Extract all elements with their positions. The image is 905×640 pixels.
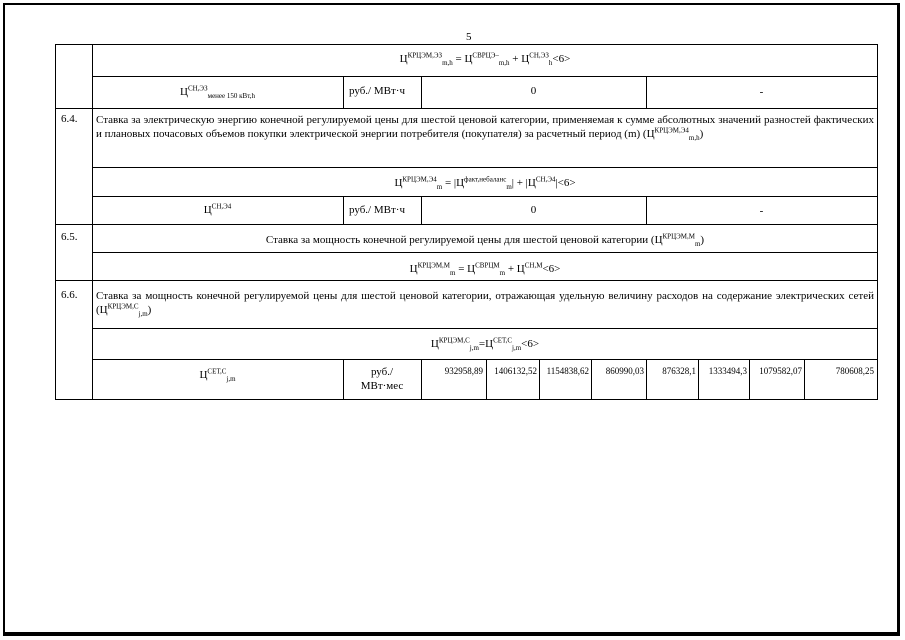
value-cell: 1406132,52 xyxy=(494,366,537,376)
row-6-6-text: Ставка за мощность конечной регулируемой цены для шестой ценовой категории, отражающая удельную величину расходов на содержание электрических сетей $(Ц^{КРЦЭМ,С}_{j,m})$ xyxy=(96,290,874,319)
unit-6-6-line2: МВт·мес xyxy=(360,380,404,392)
row-number-6-4: 6.4. xyxy=(61,113,78,125)
dash-top: - xyxy=(759,86,764,98)
unit-6-6-line1: руб./ xyxy=(370,366,394,378)
formula-6-4: $Ц^{КРЦЭМ,Э4}_m = |Ц^{факт,небаланс}_m| + |Ц^{СН,Э4}|<6>$ xyxy=(394,175,576,192)
value-top: 0 xyxy=(530,85,537,97)
value-cell: 1079582,07 xyxy=(759,366,802,376)
formula-6-5: $Ц^{КРЦЭМ,М}_m = Ц^{СВРЦМ}_m + Ц^{СН,М}<6>$ xyxy=(409,261,561,278)
value-cell: 780608,25 xyxy=(835,366,874,376)
value-cell: 932958,89 xyxy=(444,366,483,376)
value-cell: 1154838,62 xyxy=(546,366,589,376)
unit-top: руб./ МВт·ч xyxy=(349,85,405,97)
item-top: $Ц^{СН,ЭЗ}_{менее 150 кВт,h}$ xyxy=(180,84,255,101)
item-6-6: $Ц^{СЕТ,С}_{j,m}$ xyxy=(199,367,236,384)
dash-6-4: - xyxy=(759,205,764,217)
value-6-4: 0 xyxy=(530,204,537,216)
unit-6-4: руб./ МВт·ч xyxy=(349,204,405,216)
row-6-5-text: Ставка за мощность конечной регулируемой цены для шестой ценовой категории $(Ц^{КРЦЭМ,М}_m)$ xyxy=(265,232,705,249)
tariff-table xyxy=(55,44,878,400)
value-cell: 860990,03 xyxy=(605,366,644,376)
item-6-4: $Ц^{СН,Э4}$ xyxy=(203,202,232,216)
page-number: 5 xyxy=(466,31,472,43)
value-cell: 876328,1 xyxy=(662,366,696,376)
value-cell: 1333494,3 xyxy=(708,366,747,376)
formula-top: $Ц^{КРЦЭМ,ЭЗ}_{m,h} = Ц^{СВРЦЭ-}_{m,h} + Ц^{СН,ЭЗ}_h<6>$ xyxy=(399,51,571,68)
row-6-4-text: Ставка за электрическую энергию конечной регулируемой цены для шестой ценовой категории, применяемая к сумме абсолютных значений разностей фактических и плановых почасовых объемов покупки электрической энергии потребителя (покупателя) за расчетный период (m) $(Ц^{КРЦЭМ,Э4}_{m,h})$ xyxy=(96,114,874,143)
row-number-6-5: 6.5. xyxy=(61,231,78,243)
row-number-6-6: 6.6. xyxy=(61,289,78,301)
formula-6-6: $Ц^{КРЦЭМ,С}_{j,m}=Ц^{СЕТ,С}_{j,m}<6>$ xyxy=(430,336,540,353)
